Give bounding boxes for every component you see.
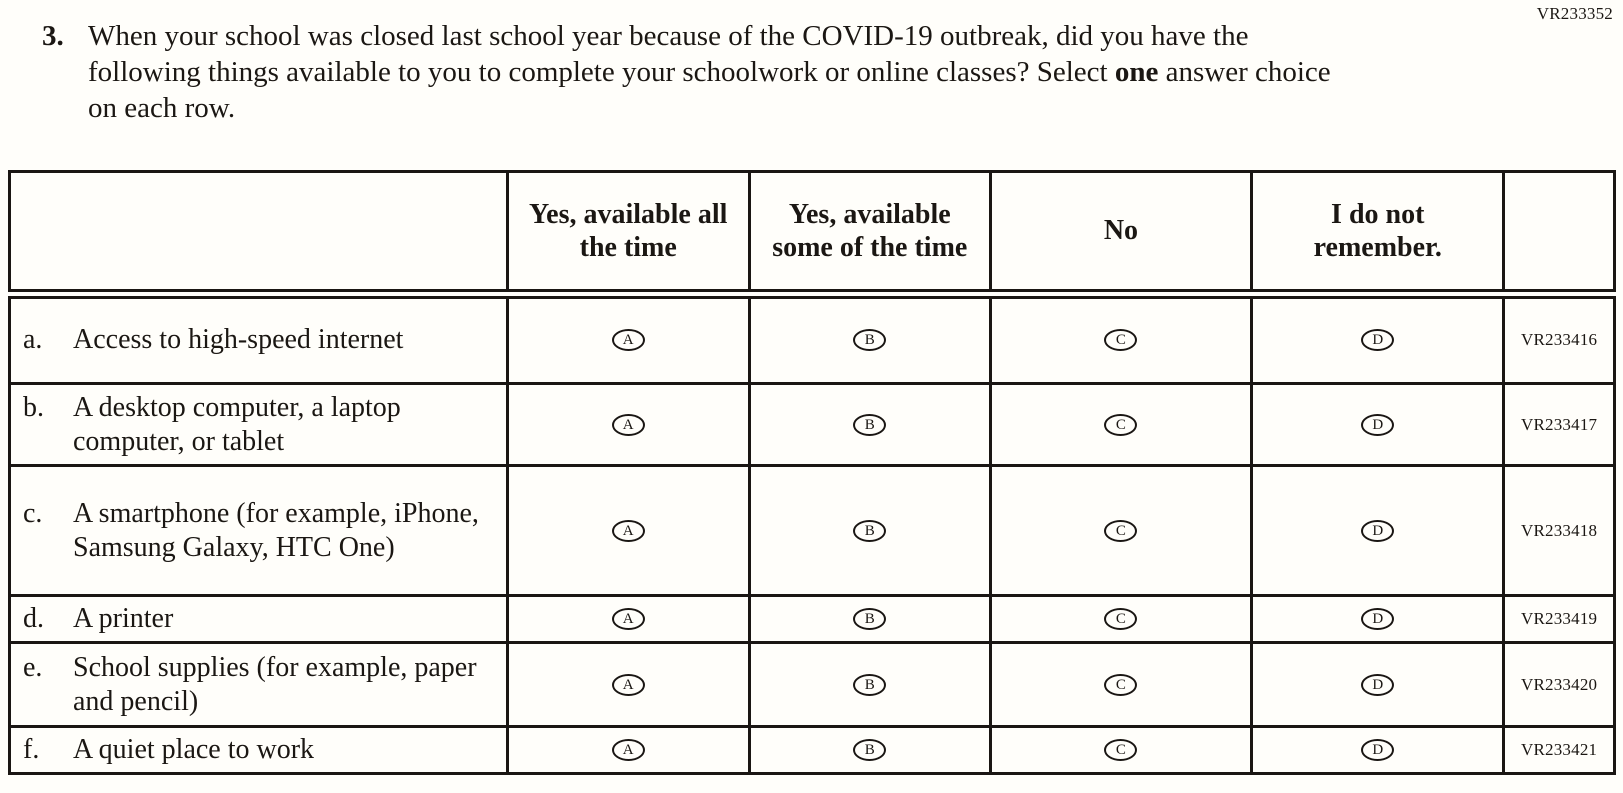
cell-option-b — [749, 596, 990, 643]
answer-bubble-b[interactable]: B — [853, 739, 886, 761]
row-label — [10, 643, 508, 727]
answer-bubble-d[interactable]: D — [1361, 520, 1394, 542]
cell-option-d — [1252, 596, 1504, 643]
answer-bubble-a[interactable]: A — [612, 329, 645, 351]
answer-bubble-a[interactable]: A — [612, 674, 645, 696]
answer-bubble-b[interactable]: B — [853, 329, 886, 351]
answer-bubble-c[interactable]: C — [1104, 329, 1137, 351]
column-header-i-do-not-remember: I do not remember. — [1252, 172, 1504, 294]
question-text-before: When your school was closed last school year because of the COVID-19 outbreak, did you have the following things available to you to complete your schoolwork or online classes? Select — [88, 20, 1249, 88]
cell-option-c — [990, 384, 1252, 466]
question-bold-word: one — [1114, 56, 1159, 88]
column-header-no: No — [990, 172, 1252, 294]
answer-bubble-c[interactable]: C — [1104, 739, 1137, 761]
cell-option-a — [507, 596, 749, 643]
question-block — [42, 18, 1352, 126]
answer-bubble-d[interactable]: D — [1361, 608, 1394, 630]
row-letter: f. — [23, 734, 40, 765]
cell-option-a — [507, 384, 749, 466]
cell-option-a — [507, 727, 749, 774]
column-header-yes-some-of-the-time: Yes, available some of the time — [749, 172, 990, 294]
table-row-a — [10, 294, 1615, 384]
answer-bubble-a[interactable]: A — [612, 739, 645, 761]
cell-option-d — [1252, 294, 1504, 384]
cell-option-a — [507, 643, 749, 727]
row-code: VR233418 — [1504, 466, 1615, 596]
cell-option-c — [990, 643, 1252, 727]
table-row-b — [10, 384, 1615, 466]
answer-bubble-b[interactable]: B — [853, 520, 886, 542]
row-text: A printer — [73, 603, 174, 634]
row-text: Access to high-speed internet — [73, 324, 404, 356]
answer-bubble-d[interactable]: D — [1361, 739, 1394, 761]
page-form-code: VR233352 — [1536, 4, 1613, 23]
answer-bubble-c[interactable]: C — [1104, 674, 1137, 696]
answer-bubble-b[interactable]: B — [853, 674, 886, 696]
row-letter: a. — [23, 324, 43, 356]
cell-option-b — [749, 384, 990, 466]
cell-option-d — [1252, 466, 1504, 596]
row-text: School supplies (for example, paper and pencil) — [73, 651, 477, 717]
row-label — [10, 384, 508, 466]
row-letter: c. — [23, 497, 43, 529]
row-label — [10, 596, 508, 643]
question-number: 3. — [42, 20, 64, 52]
column-header-item — [10, 172, 508, 294]
row-code: VR233421 — [1504, 727, 1615, 774]
row-letter: d. — [23, 603, 44, 634]
column-header-code — [1504, 172, 1615, 294]
answer-bubble-c[interactable]: C — [1104, 414, 1137, 436]
cell-option-a — [507, 294, 749, 384]
row-letter: e. — [23, 651, 43, 683]
cell-option-c — [990, 294, 1252, 384]
row-code: VR233417 — [1504, 384, 1615, 466]
cell-option-b — [749, 466, 990, 596]
answer-bubble-d[interactable]: D — [1361, 329, 1394, 351]
answer-bubble-d[interactable]: D — [1361, 674, 1394, 696]
cell-option-d — [1252, 727, 1504, 774]
answer-bubble-c[interactable]: C — [1104, 608, 1137, 630]
answer-matrix-table — [8, 170, 1616, 775]
row-label — [10, 466, 508, 596]
cell-option-b — [749, 727, 990, 774]
cell-option-d — [1252, 384, 1504, 466]
row-code: VR233416 — [1504, 294, 1615, 384]
cell-option-b — [749, 643, 990, 727]
answer-bubble-b[interactable]: B — [853, 414, 886, 436]
row-label — [10, 727, 508, 774]
answer-bubble-a[interactable]: A — [612, 608, 645, 630]
table-row-d — [10, 596, 1615, 643]
cell-option-b — [749, 294, 990, 384]
row-code: VR233420 — [1504, 643, 1615, 727]
cell-option-c — [990, 466, 1252, 596]
row-text: A quiet place to work — [73, 734, 315, 765]
cell-option-c — [990, 596, 1252, 643]
column-header-yes-all-the-time: Yes, available all the time — [507, 172, 749, 294]
question-text-after: answer choice on each row. — [88, 56, 1331, 124]
answer-bubble-d[interactable]: D — [1361, 414, 1394, 436]
table-row-e — [10, 643, 1615, 727]
table-row-c — [10, 466, 1615, 596]
header-row — [10, 172, 1615, 294]
row-text: A desktop computer, a laptop computer, or tablet — [73, 391, 401, 457]
question-text — [88, 18, 1340, 126]
cell-option-d — [1252, 643, 1504, 727]
cell-option-a — [507, 466, 749, 596]
row-code: VR233419 — [1504, 596, 1615, 643]
answer-bubble-a[interactable]: A — [612, 520, 645, 542]
answer-bubble-a[interactable]: A — [612, 414, 645, 436]
answer-bubble-c[interactable]: C — [1104, 520, 1137, 542]
row-text: A smartphone (for example, iPhone, Samsung Galaxy, HTC One) — [73, 497, 479, 563]
cell-option-c — [990, 727, 1252, 774]
table-row-f — [10, 727, 1615, 774]
answer-bubble-b[interactable]: B — [853, 608, 886, 630]
row-label — [10, 294, 508, 384]
row-letter: b. — [23, 391, 44, 423]
